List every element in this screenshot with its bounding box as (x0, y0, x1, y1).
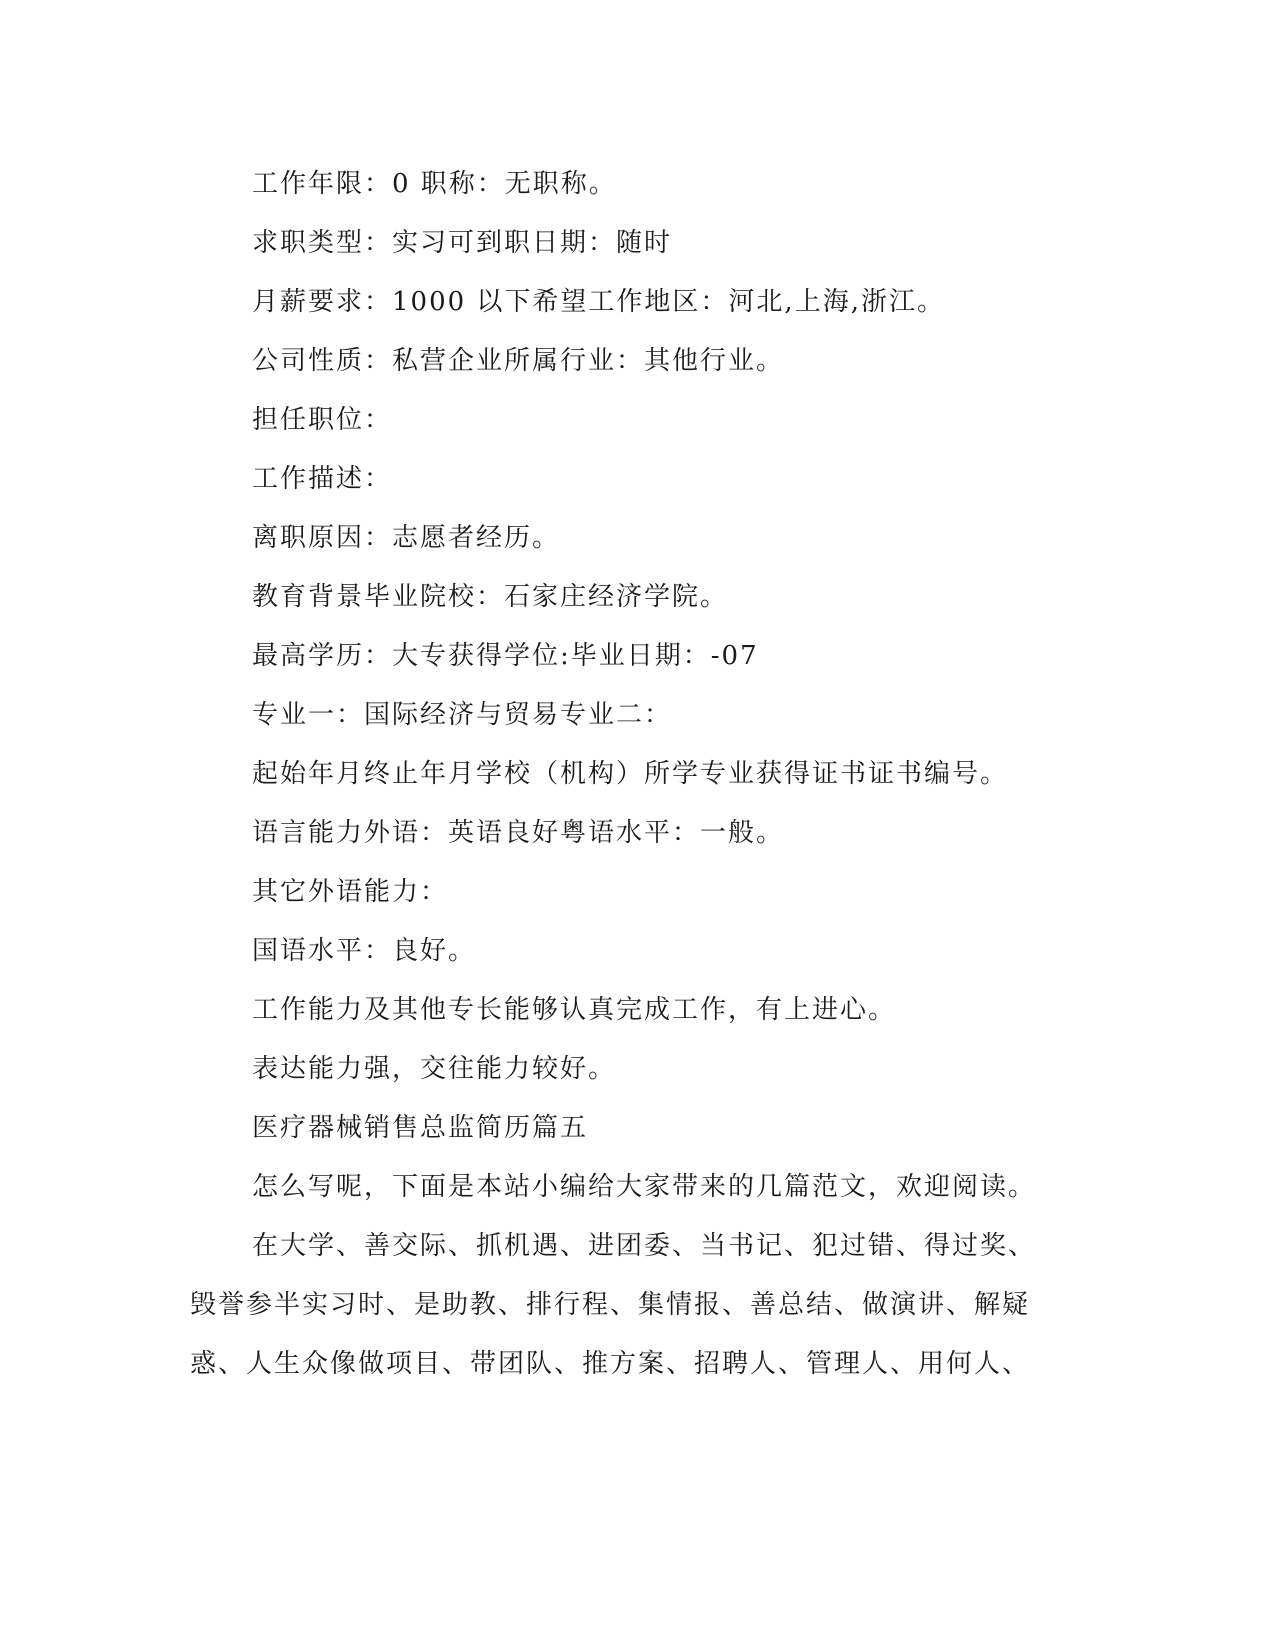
text-line-salary: 月薪要求：1000 以下希望工作地区：河北,上海,浙江。 (252, 287, 945, 317)
text-line-position: 担任职位： (252, 405, 393, 435)
text-line-language: 语言能力外语：英语良好粤语水平：一般。 (252, 818, 785, 848)
text-line-major: 专业一：国际经济与贸易专业二： (252, 700, 673, 730)
text-line-company-type: 公司性质：私营企业所属行业：其他行业。 (252, 346, 785, 376)
paragraph-line-3: 惑、人生众像做项目、带团队、推方案、招聘人、管理人、用何人、 (190, 1349, 1031, 1379)
text-line-skills: 工作能力及其他专长能够认真完成工作，有上进心。 (252, 995, 897, 1025)
paragraph-line-1: 在大学、善交际、抓机遇、进团委、当书记、犯过错、得过奖、 (252, 1231, 1037, 1261)
text-line-work-years: 工作年限：0 职称：无职称。 (252, 169, 617, 199)
document-body (190, 155, 1070, 1394)
text-line-communication: 表达能力强，交往能力较好。 (252, 1054, 617, 1084)
text-line-leave-reason: 离职原因：志愿者经历。 (252, 523, 561, 553)
text-line-job-type: 求职类型：实习可到职日期：随时 (252, 228, 673, 258)
text-line-intro: 怎么写呢，下面是本站小编给大家带来的几篇范文，欢迎阅读。 (252, 1172, 1037, 1202)
text-line-mandarin: 国语水平：良好。 (252, 936, 477, 966)
paragraph-line-2: 毁誉参半实习时、是助教、排行程、集情报、善总结、做演讲、解疑 (190, 1290, 1031, 1320)
section-heading: 医疗器械销售总监简历篇五 (252, 1113, 589, 1143)
text-line-other-language: 其它外语能力： (252, 877, 449, 907)
text-line-school: 教育背景毕业院校：石家庄经济学院。 (252, 582, 729, 612)
text-line-education-table-header: 起始年月终止年月学校（机构）所学专业获得证书证书编号。 (252, 759, 1009, 789)
text-line-degree: 最高学历：大专获得学位:毕业日期：-07 (252, 641, 759, 671)
text-line-job-description: 工作描述： (252, 464, 393, 494)
